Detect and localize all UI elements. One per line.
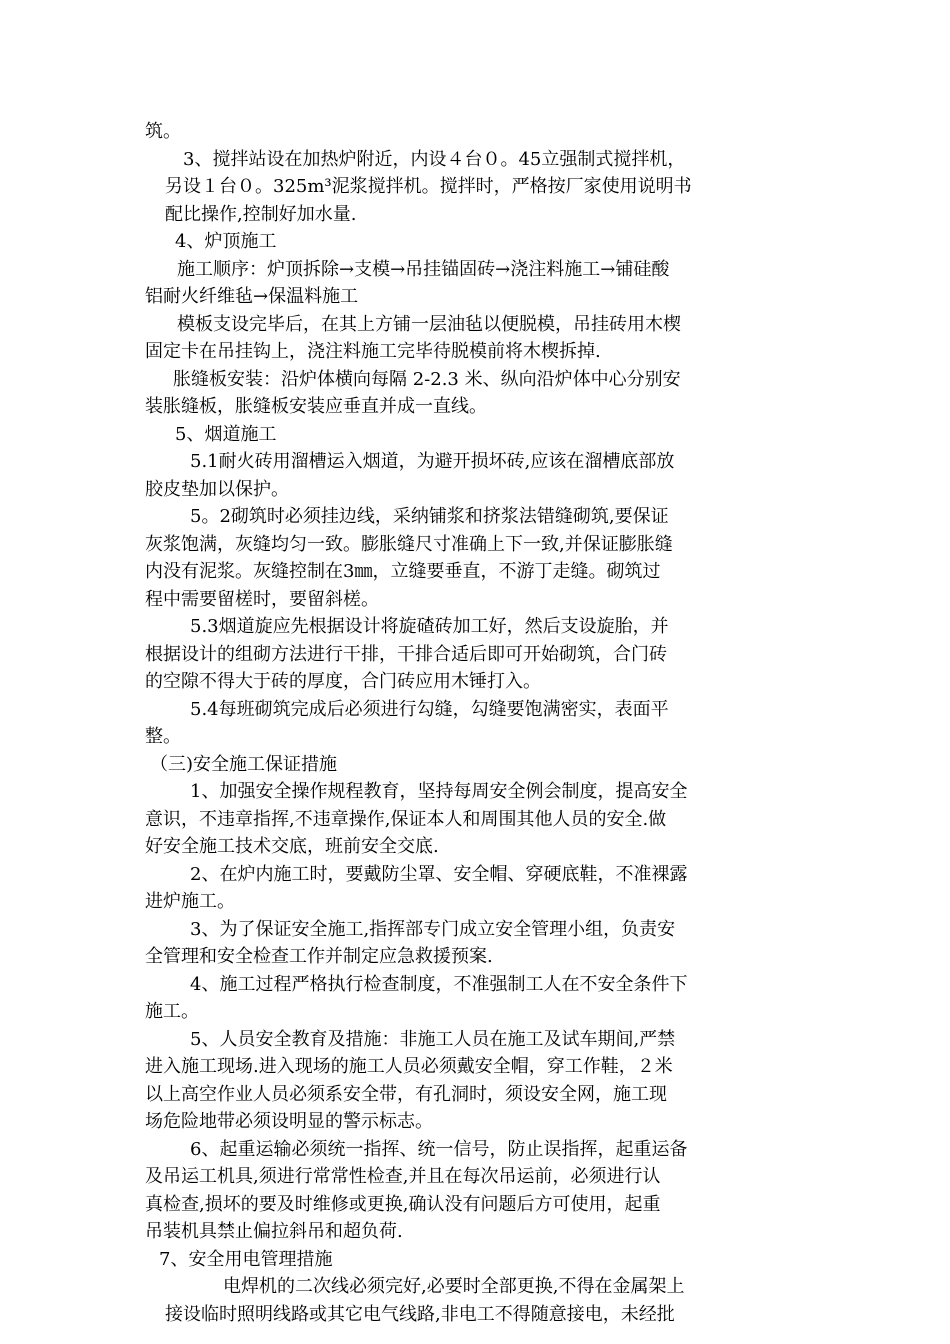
text-line: 以上高空作业人员必须系安全带，有孔洞时，须设安全网，施工现	[145, 1083, 667, 1105]
text-line: 接设临时照明线路或其它电气线路,非电工不得随意接电，未经批	[165, 1303, 675, 1325]
text-line: 胀缝板安装：沿炉体横向每隔 2-2.3 米、纵向沿炉体中心分别安	[173, 368, 681, 390]
text-line: 铝耐火纤维毡→保温料施工	[145, 286, 359, 307]
text-line: 电焊机的二次线必须完好,必要时全部更换,不得在金属架上	[223, 1276, 685, 1297]
text-line: 筑。	[145, 121, 181, 142]
text-line: 施工顺序：炉顶拆除→支模→吊挂锚固砖→浇注料施工→铺硅酸	[177, 258, 670, 280]
text-line: 全管理和安全检查工作并制定应急救援预案.	[145, 946, 493, 967]
text-line: 固定卡在吊挂钩上，浇注料施工完毕待脱模前将木楔拆掉.	[145, 341, 601, 362]
text-line: 5.1耐火砖用溜槽运入烟道，为避开损坏砖,应该在溜槽底部放	[190, 451, 675, 472]
section-heading: 7、安全用电管理措施	[159, 1248, 333, 1270]
text-line: 5、人员安全教育及措施：非施工人员在施工及试车期间,严禁	[190, 1028, 676, 1050]
text-line: 根据设计的组砌方法进行干排，干排合适后即可开始砌筑，合门砖	[145, 643, 667, 665]
text-line: 场危险地带必须设明显的警示标志。	[145, 1111, 433, 1132]
text-line: 模板支设完毕后，在其上方铺一层油毡以便脱模，吊挂砖用木楔	[177, 313, 681, 335]
text-line: 5.4每班砌筑完成后必须进行勾缝，勾缝要饱满密实，表面平	[190, 698, 669, 720]
text-line: 程中需要留槎时，要留斜槎。	[145, 588, 379, 610]
text-line: 内没有泥浆。灰缝控制在3㎜，立缝要垂直，不游丁走缝。砌筑过	[145, 561, 661, 582]
text-line: 5。2砌筑时必须挂边线，采纳铺浆和挤浆法错缝砌筑,要保证	[190, 506, 669, 527]
text-line: 的空隙不得大于砖的厚度，合门砖应用木锤打入。	[145, 671, 541, 692]
section-heading: 4、炉顶施工	[175, 231, 277, 252]
text-line: 1、加强安全操作规程教育，坚持每周安全例会制度，提高安全	[190, 781, 688, 802]
text-line: 装胀缝板，胀缝板安装应垂直并成一直线。	[145, 396, 487, 417]
document-body	[145, 118, 815, 1328]
text-line: 吊装机具禁止偏拉斜吊和超负荷.	[145, 1221, 403, 1242]
text-line: 2、在炉内施工时，要戴防尘罩、安全帽、穿硬底鞋，不准裸露	[190, 863, 688, 885]
text-line: 真检查,损坏的要及时维修或更换,确认没有问题后方可使用，起重	[145, 1193, 661, 1215]
text-line: 施工。	[145, 1001, 199, 1022]
text-line: 整。	[145, 726, 181, 747]
text-line: 进炉施工。	[145, 891, 235, 912]
text-line: 配比操作,控制好加水量.	[165, 203, 357, 225]
text-line: 及吊运工机具,须进行常常性检查,并且在每次吊运前，必须进行认	[145, 1166, 661, 1187]
section-heading: 5、烟道施工	[175, 423, 277, 445]
text-line: 另设１台０。325m³泥浆搅拌机。搅拌时，严格按厂家使用说明书	[165, 176, 692, 197]
text-line: 好安全施工技术交底，班前安全交底.	[145, 836, 439, 857]
text-line: 3、为了保证安全施工,指挥部专门成立安全管理小组，负责安	[190, 918, 676, 940]
text-line: 6、起重运输必须统一指挥、统一信号，防止误指挥，起重运备	[190, 1138, 688, 1160]
text-line: 胶皮垫加以保护。	[145, 478, 289, 500]
section-heading: （三)安全施工保证措施	[150, 753, 338, 775]
text-line: 进入施工现场.进入现场的施工人员必须戴安全帽，穿工作鞋，２米	[145, 1056, 673, 1077]
text-line: 4、施工过程严格执行检查制度，不准强制工人在不安全条件下	[190, 973, 688, 995]
text-line: 5.3烟道旋应先根据设计将旋碴砖加工好，然后支设旋胎，并	[190, 616, 669, 637]
text-line: 意识，不违章指挥,不违章操作,保证本人和周围其他人员的安全.做	[145, 808, 667, 830]
text-line: 3、搅拌站设在加热炉附近，内设４台０。45立强制式搅拌机，	[183, 148, 686, 170]
text-line: 灰浆饱满，灰缝均匀一致。膨胀缝尺寸准确上下一致,并保证膨胀缝	[145, 533, 673, 555]
